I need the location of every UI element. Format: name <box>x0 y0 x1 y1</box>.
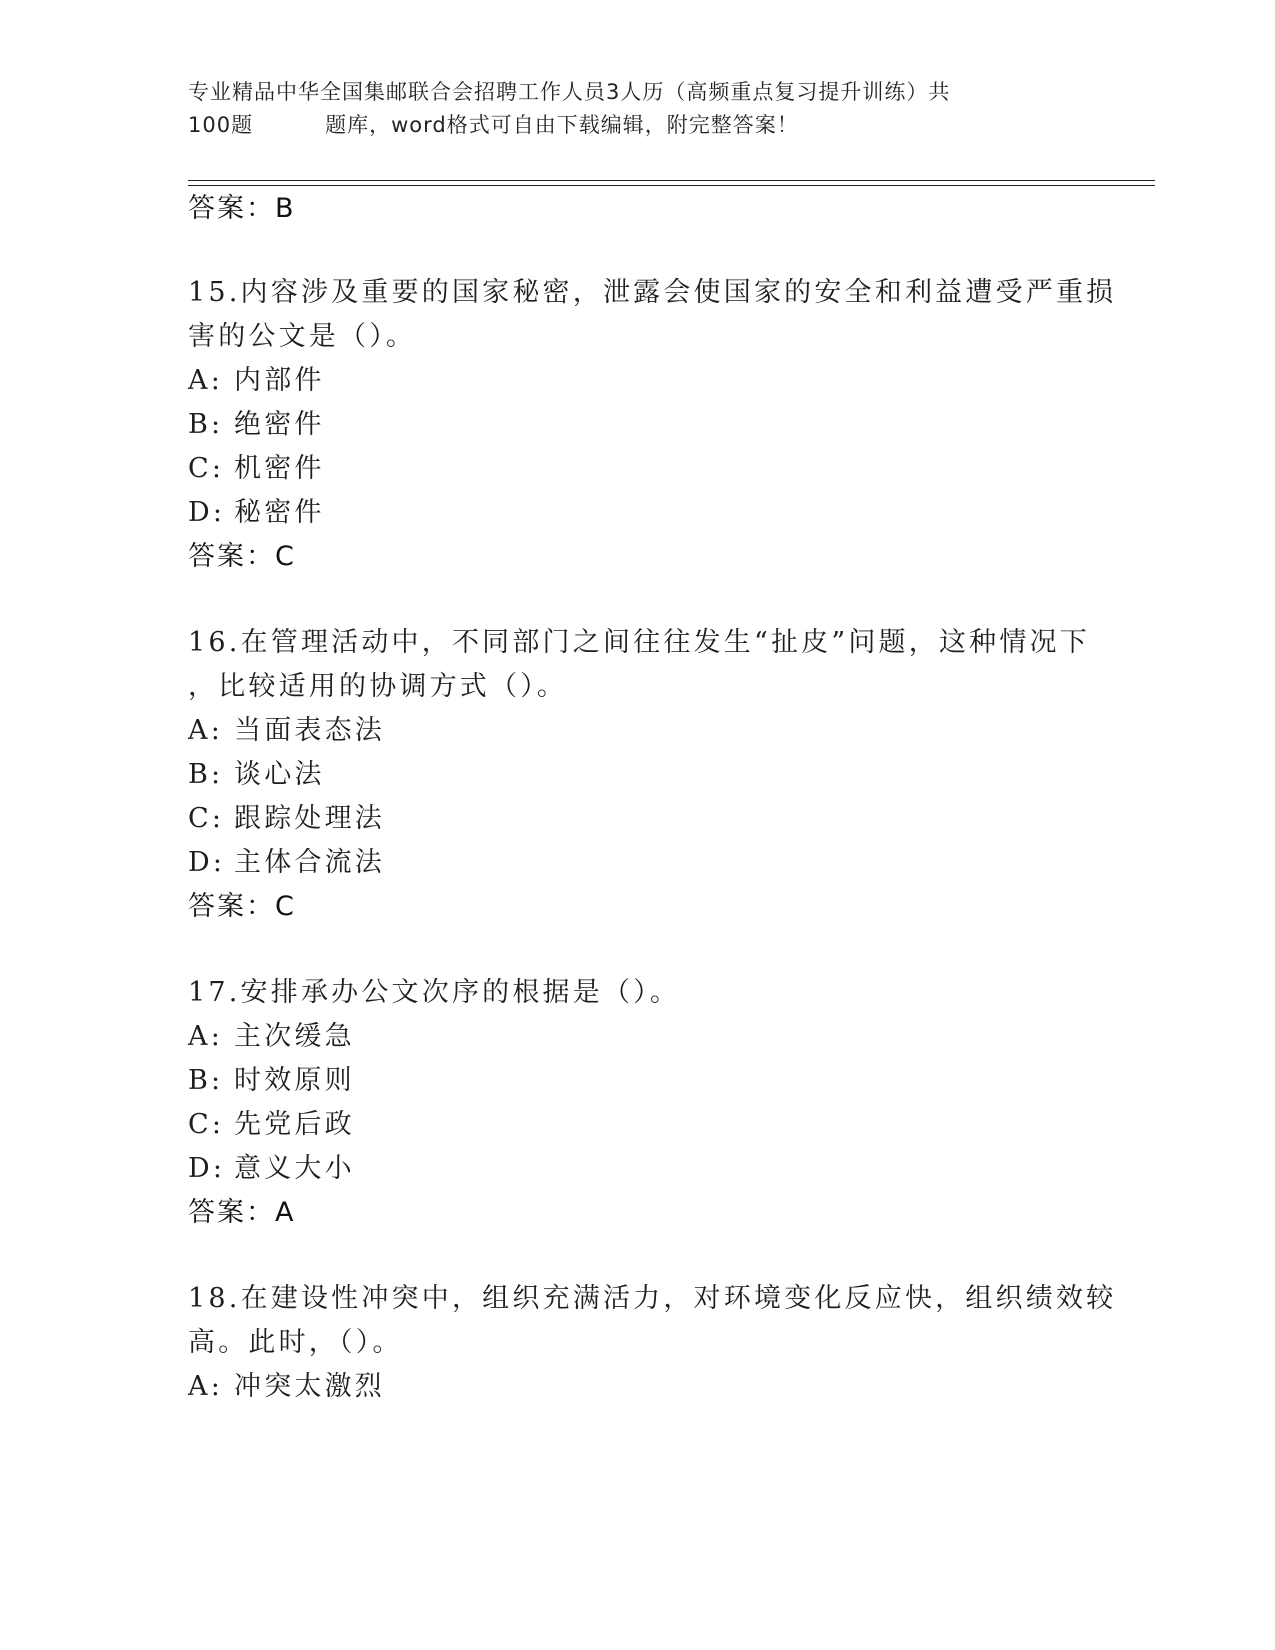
option-item <box>188 708 385 747</box>
option-text: 主体合流法 <box>234 847 385 878</box>
answer-line: 答案：C <box>188 541 296 572</box>
question-stem: 18.在建设性冲突中，组织充满活力，对环境变化反应快，组织绩效较 <box>188 1283 1117 1314</box>
option-text: 先党后政 <box>234 1109 355 1140</box>
option-item <box>188 490 325 529</box>
option-item <box>188 402 325 441</box>
option-item <box>188 358 325 397</box>
option-text: 意义大小 <box>234 1153 355 1184</box>
option-item <box>188 1058 355 1097</box>
option-letter: D: <box>188 497 226 528</box>
option-text: 机密件 <box>234 453 325 484</box>
option-text: 秘密件 <box>234 497 325 528</box>
option-item <box>188 840 385 879</box>
header-title-line1: 专业精品中华全国集邮联合会招聘工作人员3人历（高频重点复习提升训练）共 <box>188 80 951 104</box>
question-stem: 15.内容涉及重要的国家秘密，泄露会使国家的安全和利益遭受严重损 <box>188 277 1117 308</box>
option-item <box>188 796 385 835</box>
question-stem: ，比较适用的协调方式（）。 <box>188 671 568 702</box>
option-letter: A: <box>188 365 223 396</box>
option-letter: D: <box>188 1153 226 1184</box>
question-stem: 害的公文是（）。 <box>188 321 417 352</box>
option-letter: C: <box>188 1109 225 1140</box>
header-divider-bottom <box>188 185 1155 186</box>
option-letter: A: <box>188 715 223 746</box>
option-item <box>188 446 325 485</box>
option-text: 冲突太激烈 <box>234 1371 385 1402</box>
option-text: 主次缓急 <box>234 1021 355 1052</box>
option-text: 内部件 <box>234 365 325 396</box>
header-divider-top <box>188 180 1155 181</box>
option-letter: C: <box>188 453 225 484</box>
option-item <box>188 752 325 791</box>
header-title-line2 <box>188 109 1068 142</box>
option-text: 绝密件 <box>234 409 325 440</box>
option-item <box>188 1014 355 1053</box>
option-letter: B: <box>188 1065 224 1096</box>
option-item <box>188 1364 385 1403</box>
header-title-rest: 题库，word格式可自由下载编辑，附完整答案！ <box>325 113 799 137</box>
option-text: 当面表态法 <box>234 715 385 746</box>
option-letter: C: <box>188 803 225 834</box>
answer-line: 答案：C <box>188 891 296 922</box>
question-stem: 16.在管理活动中，不同部门之间往往发生“扯皮”问题，这种情况下 <box>188 627 1090 658</box>
question-stem: 高。此时，（）。 <box>188 1327 403 1358</box>
option-text: 时效原则 <box>234 1065 355 1096</box>
option-letter: B: <box>188 759 224 790</box>
option-letter: A: <box>188 1021 223 1052</box>
option-letter: D: <box>188 847 226 878</box>
page-header <box>188 76 1068 142</box>
answer-line: 答案：A <box>188 1197 296 1228</box>
header-title-count: 100题 <box>188 113 254 137</box>
answer-line: 答案：B <box>188 193 296 224</box>
option-letter: B: <box>188 409 224 440</box>
question-stem: 17.安排承办公文次序的根据是（）。 <box>188 977 681 1008</box>
option-item <box>188 1102 355 1141</box>
option-text: 谈心法 <box>234 759 325 790</box>
option-item <box>188 1146 355 1185</box>
option-text: 跟踪处理法 <box>234 803 385 834</box>
option-letter: A: <box>188 1371 223 1402</box>
